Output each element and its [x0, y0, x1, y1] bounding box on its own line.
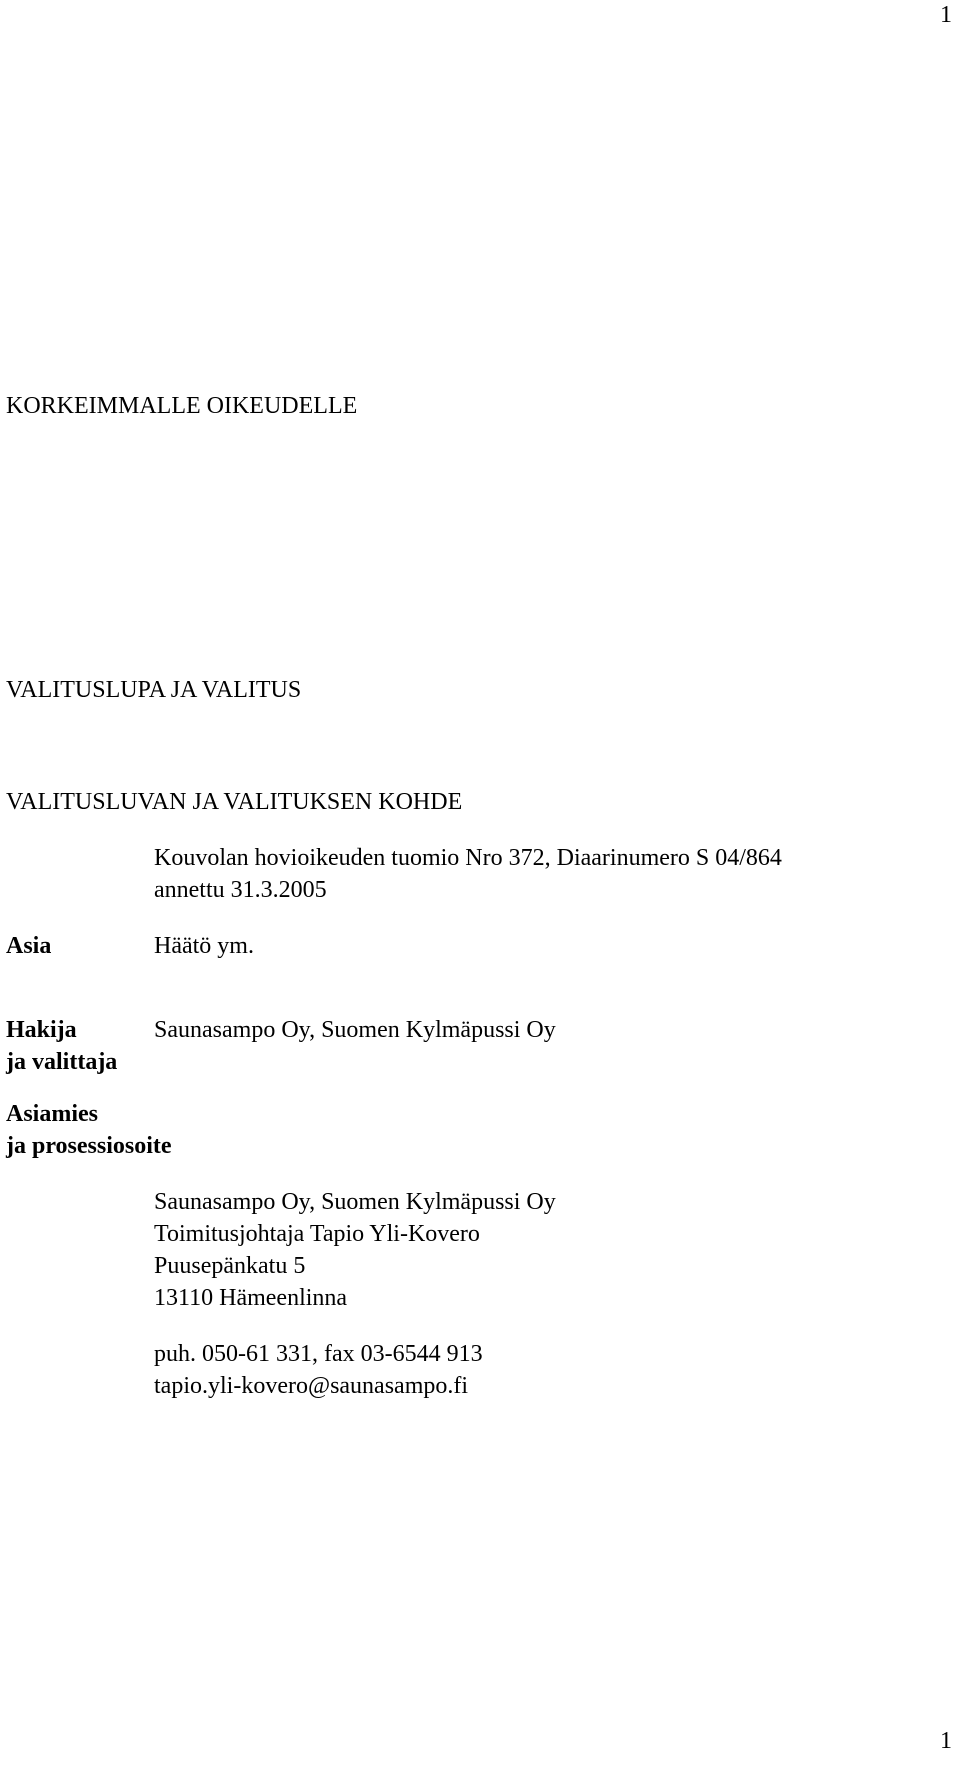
matter-label: Asia [6, 933, 52, 959]
applicant-label-line-2: ja valittaja [6, 1049, 118, 1075]
page-number-top: 1 [940, 2, 952, 28]
representative-label-line-2: ja prosessiosoite [6, 1133, 172, 1159]
applicant-value: Saunasampo Oy, Suomen Kylmäpussi Oy [154, 1017, 556, 1043]
representative-label-line-1: Asiamies [6, 1101, 98, 1127]
subject-line-2: annettu 31.3.2005 [154, 877, 327, 903]
representative-postal: 13110 Hämeenlinna [154, 1285, 348, 1311]
recipient-heading: KORKEIMMALLE OIKEUDELLE [6, 393, 358, 419]
subject-line-1: Kouvolan hovioikeuden tuomio Nro 372, Diaarinumero S 04/864 [154, 845, 782, 871]
representative-company: Saunasampo Oy, Suomen Kylmäpussi Oy [154, 1189, 556, 1215]
document-title: VALITUSLUPA JA VALITUS [6, 677, 302, 703]
representative-contact-person: Toimitusjohtaja Tapio Yli-Kovero [154, 1221, 480, 1247]
page-number-bottom: 1 [940, 1728, 952, 1754]
matter-value: Häätö ym. [154, 933, 254, 959]
subject-heading: VALITUSLUVAN JA VALITUKSEN KOHDE [6, 789, 463, 815]
representative-phone-fax: puh. 050-61 331, fax 03-6544 913 [154, 1341, 483, 1367]
applicant-label-line-1: Hakija [6, 1017, 77, 1043]
representative-street: Puusepänkatu 5 [154, 1253, 306, 1279]
representative-email: tapio.yli-kovero@saunasampo.fi [154, 1373, 469, 1399]
